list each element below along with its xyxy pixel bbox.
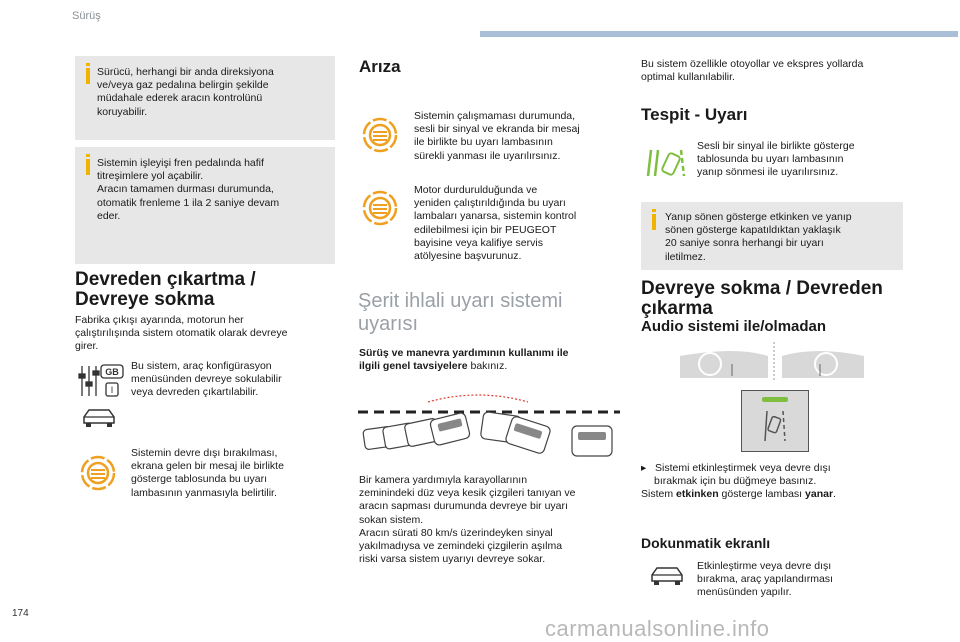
subsection-heading: Dokunmatik ekranlı [641,535,771,551]
gb-label: GB [105,367,119,377]
note-text: Yanıp sönen gösterge etkinken ve yanıp sönen gösterge kapatıldıktan yaklaşık 20 saniye sonra herhangi bir uyarı iletilmez. [665,211,852,263]
note-box-3 [641,202,903,270]
item-text: Sistemin devre dışı bırakılması, ekrana gelen bir mesaj ile birlikte gösterge tablosunda bu uyarı lambasının yanmasıyla belirtilir. [131,447,284,499]
item-text: Motor durdurulduğunda ve yeniden çalıştırıldığında bu uyarı lambaları yanarsa, sistemin kontrol edilebilmesi için bir PEUGEOT bayisine veya kalifiye servis atölyesine başvurunuz. [414,184,577,263]
item-text: Sistemin çalışmaması durumunda, sesli bir sinyal ve ekranda bir mesaj ile birlikte bu uyarı lambasının sürekli yanması ile uyarılırsınız. [414,110,580,162]
subsection-heading: Audio sistemi ile/olmadan [641,318,827,335]
section-heading: Tespit - Uyarı [641,105,748,124]
lane-warning-green-icon [645,144,687,180]
item-text: Sesli bir sinyal ile birlikte gösterge tablosunda bu uyarı lambasının yanıp sönmesi ile uyarılırsınız. [697,140,855,179]
section-heading: Arıza [359,57,401,76]
lane-warning-orange-icon [360,188,400,228]
bullet-line1: Sistemi etkinleştirmek veya devre dışı [655,462,831,474]
note-box-1 [75,56,335,140]
lane-assist-button [741,390,809,452]
status-mid: gösterge lambası [718,488,806,501]
config-menu-icon [76,362,128,400]
item-text: Bu sistem, araç konfigürasyon menüsünden devreye sokulabilir veya devreden çıkartılabilir. [131,360,282,399]
lane-warning-orange-icon [360,115,400,155]
i-label: I [110,385,114,395]
lane-departure-illustration [358,390,620,465]
dashboard-illustration [676,342,868,382]
bullet-line2: bırakmak için bu düğmeye basınız. [654,475,817,488]
info-icon [86,159,90,175]
bullet-text [641,462,903,502]
reference-text [359,347,619,373]
status-pre: Sistem [641,488,677,501]
intro-text: Fabrika çıkışı ayarında, motorun her çalıştırılışında sistem otomatik olarak devreye girer. [75,314,288,353]
info-icon [86,68,90,84]
reference-rest: bakınız. [467,360,508,373]
item-text: Etkinleştirme veya devre dışı bırakma, araç yapılandırması menüsünden yapılır. [697,560,833,599]
watermark: carmanualsonline.info [545,616,770,641]
status-bold2: yanar [805,488,834,501]
note-box-2 [75,147,335,264]
section-heading: Devreden çıkartma / Devreye sokma [75,269,256,310]
intro-text: Bu sistem özellikle otoyollar ve ekspres yollarda optimal kullanılabilir. [641,58,864,84]
car-config-icon [648,563,686,589]
status-bold1: etkinken [676,488,719,501]
section-heading: Devreye sokma / Devreden çıkarma [641,278,883,319]
car-config-icon [80,405,118,431]
body-text: Bir kamera yardımıyla karayollarının zeminindeki düz veya kesik çizgileri tanıyan ve aracın sapması durumunda devreye bir uyarı sokan sistem. Aracın sürati 80 km/s üzerindeyken sinyal yakılmadıysa ve zemindeki çizgilerin aşılma riski varsa sistem uyarıyı devreye sokar. [359,474,576,566]
section-label: Sürüş [72,10,101,22]
reference-bold: Sürüş ve manevra yardımının kullanımı ile ilgili genel tavsiyelere [359,347,569,373]
page-number: 174 [12,608,29,619]
lane-warning-orange-icon [78,453,118,493]
bullet-icon: ▸ [641,462,656,474]
section-heading: Şerit ihlali uyarı sistemi uyarısı [358,290,563,335]
note-text: Sistemin işleyişi fren pedalında hafif titreşimlere yol açabilir. Aracın tamamen durması durumunda, otomatik frenleme 1 ila 2 saniye devam eder. [97,157,280,222]
header-bar [480,31,958,37]
status-end: . [833,488,836,501]
note-text: Sürücü, herhangi bir anda direksiyona ve/veya gaz pedalına belirgin şekilde müdahale ederek aracın kontrolünü koruyabilir. [97,66,274,118]
info-icon [652,214,656,230]
